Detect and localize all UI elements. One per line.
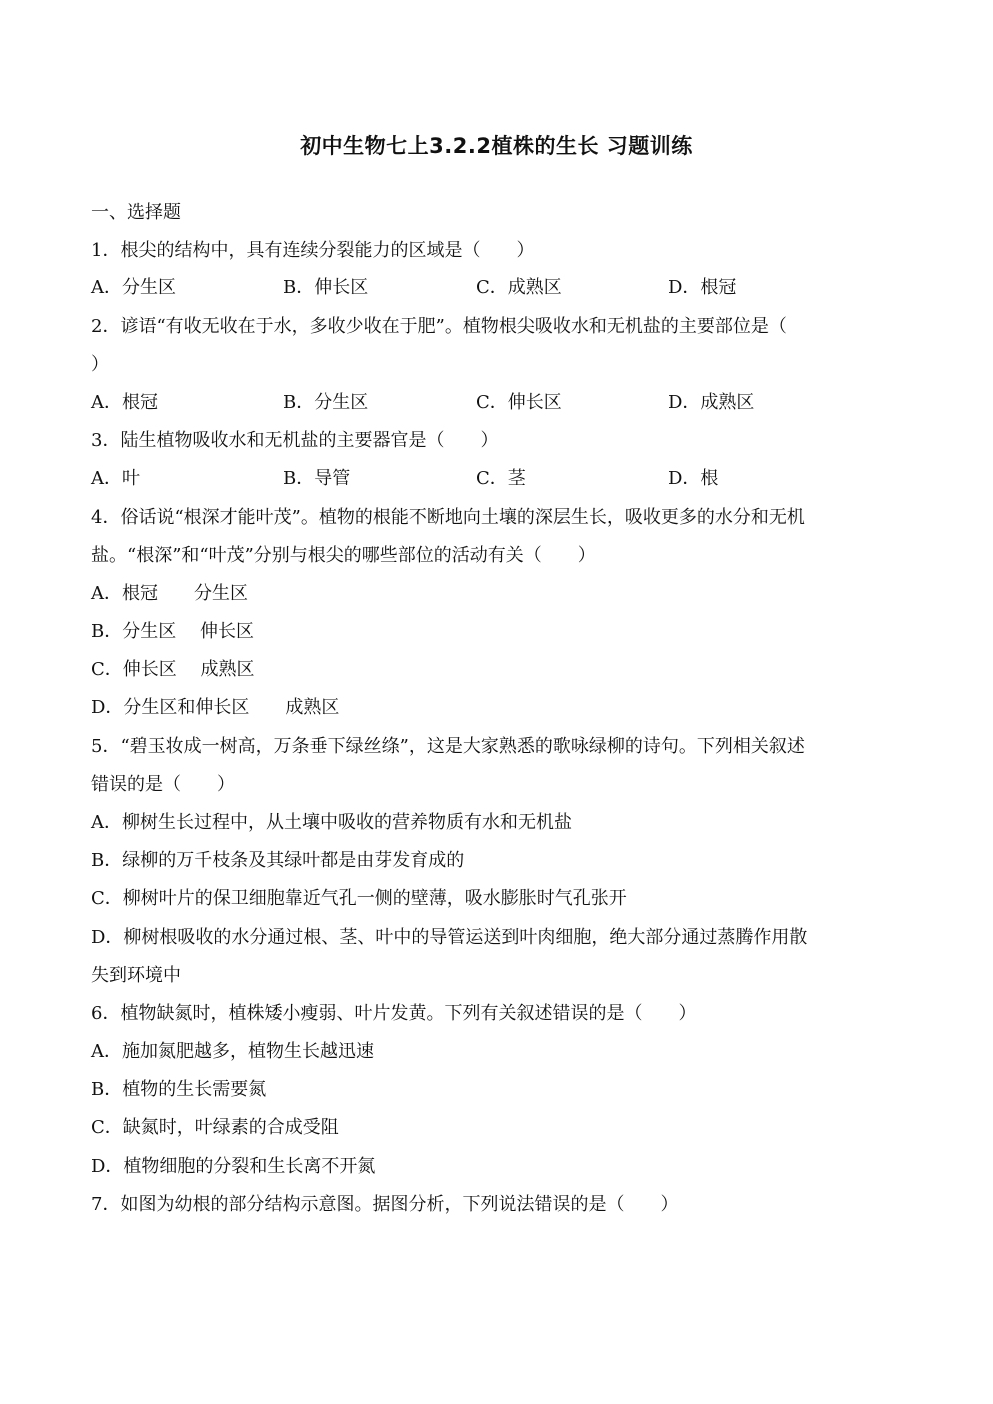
question-2-stem-line2: ）	[91, 354, 109, 375]
question-2-option-c: C．伸长区	[476, 392, 562, 413]
question-3-option-b: B．导管	[283, 468, 351, 489]
question-6-option-b: B．植物的生长需要氮	[91, 1079, 267, 1100]
question-3-option-a: A．叶	[91, 468, 140, 489]
question-5-stem-line1: 5．“碧玉妆成一树高，万条垂下绿丝绦”，这是大家熟悉的歌咏绿柳的诗句。下列相关叙述	[91, 736, 805, 757]
question-5-option-c: C．柳树叶片的保卫细胞靠近气孔一侧的壁薄，吸水膨胀时气孔张开	[91, 888, 627, 909]
question-3-stem: 3．陆生植物吸收水和无机盐的主要器官是（ ）	[91, 430, 499, 451]
question-5-option-b: B．绿柳的万千枝条及其绿叶都是由芽发育成的	[91, 850, 465, 871]
question-3-option-c: C．茎	[476, 468, 526, 489]
question-2-option-b: B．分生区	[283, 392, 369, 413]
question-5-option-d-line2: 失到环境中	[91, 965, 181, 986]
question-1-stem: 1．根尖的结构中，具有连续分裂能力的区域是（ ）	[91, 240, 535, 261]
question-6-option-d: D．植物细胞的分裂和生长离不开氮	[91, 1156, 376, 1177]
page-title: 初中生物七上3.2.2植株的生长 习题训练	[300, 134, 693, 158]
question-1-option-d: D．根冠	[668, 277, 737, 298]
question-4-stem-line2: 盐。“根深”和“叶茂”分别与根尖的哪些部位的活动有关（ ）	[91, 545, 596, 566]
question-4-option-d: D．分生区和伸长区 成熟区	[91, 697, 340, 718]
question-5-option-a: A．柳树生长过程中，从土壤中吸收的营养物质有水和无机盐	[91, 812, 572, 833]
question-4-option-c: C．伸长区 成熟区	[91, 659, 255, 680]
question-1-option-c: C．成熟区	[476, 277, 562, 298]
question-5-option-d: D．柳树根吸收的水分通过根、茎、叶中的导管运送到叶肉细胞，绝大部分通过蒸腾作用散	[91, 927, 808, 948]
question-6-stem: 6．植物缺氮时，植株矮小瘦弱、叶片发黄。下列有关叙述错误的是（ ）	[91, 1003, 697, 1024]
question-2-option-a: A．根冠	[91, 392, 158, 413]
question-7-stem: 7．如图为幼根的部分结构示意图。据图分析，下列说法错误的是（ ）	[91, 1194, 679, 1215]
question-1-option-a: A．分生区	[91, 277, 176, 298]
question-2-stem-line1: 2．谚语“有收无收在于水，多收少收在于肥”。植物根尖吸收水和无机盐的主要部位是（	[91, 316, 787, 337]
section-heading: 一、选择题	[91, 202, 181, 223]
question-2-option-d: D．成熟区	[668, 392, 755, 413]
question-1-option-b: B．伸长区	[283, 277, 369, 298]
question-4-stem-line1: 4．俗话说“根深才能叶茂”。植物的根能不断地向土壤的深层生长，吸收更多的水分和无机	[91, 507, 805, 528]
question-4-option-b: B．分生区 伸长区	[91, 621, 254, 642]
question-6-option-a: A．施加氮肥越多，植物生长越迅速	[91, 1041, 374, 1062]
question-4-option-a: A．根冠 分生区	[91, 583, 248, 604]
question-6-option-c: C．缺氮时，叶绿素的合成受阻	[91, 1117, 339, 1138]
question-5-stem-line2: 错误的是（ ）	[91, 774, 235, 795]
question-3-option-d: D．根	[668, 468, 719, 489]
